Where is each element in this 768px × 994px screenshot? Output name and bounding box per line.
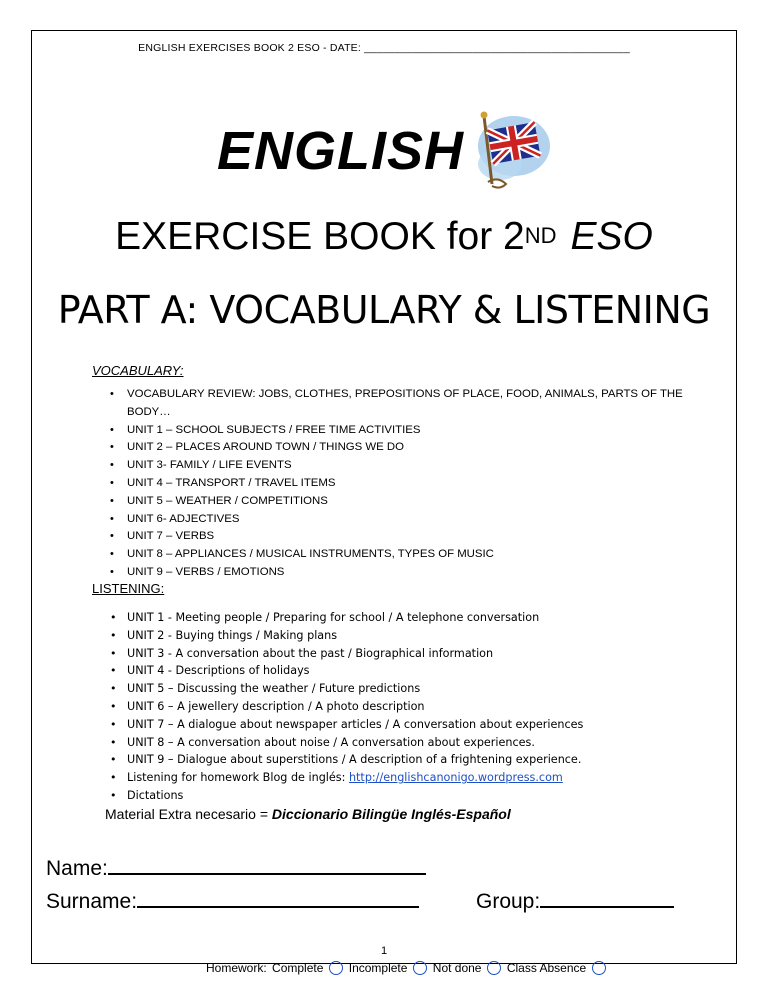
name-field[interactable] bbox=[46, 855, 426, 881]
list-item: • UNIT 7 – VERBS bbox=[110, 528, 720, 546]
material-note bbox=[105, 806, 511, 822]
subtitle-sup: ND bbox=[524, 223, 557, 248]
not-done-checkbox[interactable] bbox=[487, 961, 501, 975]
blog-link[interactable]: http://englishcanonigo.wordpress.com bbox=[348, 771, 563, 785]
name-label: Name: bbox=[46, 857, 108, 880]
list-item: • UNIT 4 - Descriptions of holidays bbox=[110, 662, 710, 680]
incomplete-checkbox[interactable] bbox=[413, 961, 427, 975]
list-item: • UNIT 8 – APPLIANCES / MUSICAL INSTRUMENTS, TYPES OF MUSIC bbox=[110, 546, 720, 564]
list-item: • UNIT 5 – Discussing the weather / Future predictions bbox=[110, 680, 710, 698]
header-text: ENGLISH EXERCISES BOOK 2 ESO - DATE: ____________________________________________ bbox=[138, 42, 630, 54]
dictionary-name: Diccionario Bilingüe Inglés-Español bbox=[271, 806, 511, 822]
title-english: ENGLISH bbox=[217, 121, 465, 181]
option-incomplete-label: Incomplete bbox=[348, 961, 408, 975]
list-item: • UNIT 9 – Dialogue about superstitions / A description of a frightening experience. bbox=[110, 751, 710, 769]
class-absence-checkbox[interactable] bbox=[592, 961, 606, 975]
part-title: PART A: VOCABULARY & LISTENING bbox=[57, 288, 711, 332]
list-item: • UNIT 7 – A dialogue about newspaper articles / A conversation about experiences bbox=[110, 716, 710, 734]
list-item-blog bbox=[110, 769, 710, 787]
option-class-absence-label: Class Absence bbox=[506, 961, 587, 975]
list-item: • UNIT 5 – WEATHER / COMPETITIONS bbox=[110, 493, 720, 511]
list-item: • UNIT 9 – VERBS / EMOTIONS bbox=[110, 564, 720, 582]
list-item-dictations: • Dictations bbox=[110, 787, 710, 805]
homework-row bbox=[206, 961, 606, 976]
list-item: • UNIT 8 – A conversation about noise / A conversation about experiences. bbox=[110, 734, 710, 752]
group-field[interactable] bbox=[476, 888, 674, 914]
surname-field[interactable] bbox=[46, 888, 419, 914]
title-block bbox=[0, 120, 768, 200]
page-number: 1 bbox=[380, 945, 388, 957]
list-item: • UNIT 3 - A conversation about the past / Biographical information bbox=[110, 645, 710, 663]
material-prefix: Material Extra necesario = bbox=[105, 806, 272, 822]
list-item: • UNIT 2 – PLACES AROUND TOWN / THINGS WE DO bbox=[110, 439, 720, 457]
name-blank[interactable] bbox=[108, 855, 426, 875]
list-item: • UNIT 4 – TRANSPORT / TRAVEL ITEMS bbox=[110, 475, 720, 493]
complete-checkbox[interactable] bbox=[329, 961, 343, 975]
option-complete-label: Complete bbox=[272, 961, 324, 975]
list-item: • UNIT 2 - Buying things / Making plans bbox=[110, 627, 710, 645]
vocabulary-list bbox=[110, 386, 720, 582]
list-item: • UNIT 6 – A jewellery description / A photo description bbox=[110, 698, 710, 716]
list-item: • UNIT 1 - Meeting people / Preparing for school / A telephone conversation bbox=[110, 609, 710, 627]
union-jack-flag-icon bbox=[470, 108, 552, 190]
group-label: Group: bbox=[476, 890, 541, 913]
subtitle bbox=[0, 215, 768, 259]
homework-label: Homework: bbox=[206, 961, 267, 975]
list-item: • VOCABULARY REVIEW: JOBS, CLOTHES, PREPOSITIONS OF PLACE, FOOD, ANIMALS, PARTS OF THE BODY… bbox=[110, 386, 720, 422]
subtitle-prefix: EXERCISE BOOK for 2 bbox=[115, 215, 525, 258]
listening-heading: LISTENING: bbox=[92, 581, 165, 596]
surname-blank[interactable] bbox=[137, 888, 419, 908]
list-item: • UNIT 1 – SCHOOL SUBJECTS / FREE TIME ACTIVITIES bbox=[110, 422, 720, 440]
option-not-done-label: Not done bbox=[432, 961, 482, 975]
list-item: • UNIT 6- ADJECTIVES bbox=[110, 511, 720, 529]
blog-label: Listening for homework Blog de inglés: bbox=[127, 771, 349, 785]
surname-label: Surname: bbox=[46, 890, 138, 913]
group-blank[interactable] bbox=[540, 888, 674, 908]
subtitle-eso: ESO bbox=[570, 215, 653, 258]
vocabulary-heading: VOCABULARY: bbox=[92, 363, 184, 378]
listening-list bbox=[110, 609, 710, 805]
list-item: • UNIT 3- FAMILY / LIFE EVENTS bbox=[110, 457, 720, 475]
